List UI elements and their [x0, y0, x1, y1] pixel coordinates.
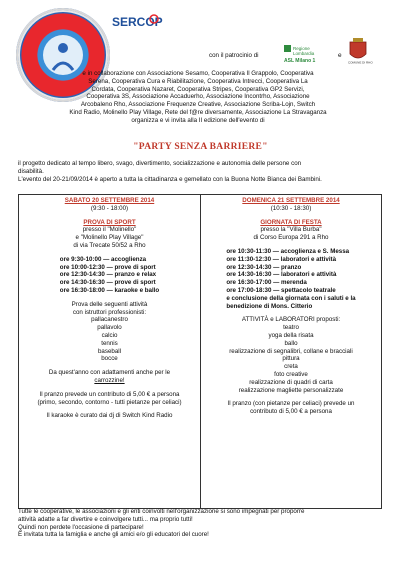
intro-line: Cooperativa 3S, Associazione Accaduerho, Associazione Incontrho, Associazione — [86, 93, 310, 101]
saturday-event-name: PROVA DI SPORT — [83, 218, 136, 226]
activity-item: ballo — [284, 339, 298, 347]
schedule-item: ore 14:30-16:30 — prove di sport — [59, 279, 156, 287]
activity-item: realizzazione magliette personalizzate — [238, 386, 344, 394]
intro-line: Serena, Cooperativa Cura e Riabilitazione, Cooperativa Intrecci, Cooperativa La — [88, 77, 308, 85]
sunday-schedule — [226, 248, 355, 310]
saturday-address: di via Trecate 50/52 a Rho — [73, 241, 146, 249]
saturday-hours: (9:30 - 18:00) — [90, 204, 129, 212]
intro-line: Cordata, Cooperativa Nazaret, Cooperativa Stripes, Cooperativa GP2 Servizi, — [91, 85, 305, 93]
activity-item: tennis — [101, 339, 118, 347]
sunday-column — [201, 195, 381, 508]
sunday-date: DOMENICA 21 SETTEMBRE 2014 — [242, 197, 340, 204]
sunday-event-name: GIORNATA DI FESTA — [260, 218, 322, 226]
comune-rho-crest — [348, 38, 373, 65]
schedule-item: ore 11:30-12:30 — laboratori e attività — [226, 255, 337, 263]
footer-text — [18, 508, 386, 539]
activity-item: teatro — [283, 324, 299, 332]
and-label: e — [338, 52, 342, 59]
patrocinio-label: con il patrocinio di — [209, 52, 259, 59]
sunday-address: di Corso Europa 291 a Rho — [253, 234, 329, 242]
sercop-logo-text: SERCOP — [112, 15, 163, 29]
schedule-item: benedizione di Mons. Citterio — [226, 302, 313, 310]
schedule-item: ore 16:30-17:00 — merenda — [226, 279, 307, 287]
lunch-note: contributo di 5,00 € a persona — [250, 408, 332, 416]
wheelchair-note: carrozzine! — [94, 376, 125, 384]
description-line: L'evento del 20-21/09/2014 è aperto a tutta la cittadinanza e gemellato con la Buona Notte Bianca dei Bambini. — [18, 175, 322, 183]
activity-item: pallacanestro — [91, 316, 128, 324]
footer-line: Tutte le cooperative, le associazioni e gli enti coinvolti nell'organizzazione si sono impegnati per proporre — [18, 508, 305, 515]
activity-item: pittura — [282, 355, 300, 363]
description-line: il progetto dedicato al tempo libero, svago, divertimento, socializzazione e autonomia delle persone con — [18, 160, 302, 167]
footer-line: Quindi non perdete l'occasione di partecipare! — [18, 523, 144, 531]
regione-asl-logo — [284, 43, 324, 63]
lunch-note: (primo, secondo, contorno - tutti pietanze per celiaci) — [37, 398, 182, 406]
sunday-place: presso la "Villa Burba" — [260, 226, 322, 234]
schedule-item: ore 12:30-14:30 — pranzo e relax — [59, 271, 157, 279]
schedule-item: e conclusione della giornata con i saluti e la — [226, 294, 356, 302]
saturday-column — [19, 195, 201, 508]
activity-item: foto creative — [274, 370, 308, 378]
saturday-place: presso il "Molinello" — [82, 226, 137, 234]
schedule-item: ore 9:30-10:00 — accoglienza — [59, 255, 147, 263]
schedule-item: ore 10:30-11:30 — accoglienza e S. Messa — [226, 247, 350, 255]
activity-item: pallavolo — [97, 324, 122, 332]
sunday-hours: (10:30 - 18:30) — [270, 204, 312, 212]
svg-text:COMUNE DI RHO: COMUNE DI RHO — [348, 60, 373, 65]
saturday-place: e "Molinello Play Village" — [75, 234, 144, 242]
activity-item: realizzazione di quadri di carta — [249, 378, 333, 386]
activities-intro: con istruttori professionisti: — [72, 308, 147, 316]
activity-item: baseball — [97, 347, 122, 355]
programme-box — [18, 194, 382, 509]
schedule-item: ore 10:00-12:30 — prove di sport — [59, 263, 156, 271]
intro-line: Arcobaleno Rho, Associazione Frequenze Creative, Associazione Scriba-Lojn, Switch — [80, 101, 316, 109]
activity-item: calcio — [101, 331, 118, 339]
schedule-item: ore 16:30-18:00 — karaoke e ballo — [59, 286, 160, 294]
activities-intro: Prova delle seguenti attività — [71, 300, 148, 308]
description-line: disabilità. — [18, 167, 44, 175]
saturday-date: SABATO 20 SETTEMBRE 2014 — [64, 197, 155, 204]
footer-line: È invitata tutta la famiglia e anche gli amici e/o gli educatori del cuore! — [18, 531, 209, 539]
intro-line: organizza e vi invita alla II edizione dell'evento di — [131, 116, 265, 124]
activity-item: realizzazione di segnalibri, collane e bracciali — [229, 347, 353, 355]
schedule-item: ore 17:00-18:30 — spettacolo teatrale — [226, 286, 336, 294]
activities-intro: ATTIVITÀ e LABORATORI proposti: — [241, 316, 341, 324]
svg-text:Lombardia: Lombardia — [293, 51, 315, 56]
schedule-item: ore 14:30-16:30 — laboratori e attività — [226, 271, 337, 279]
svg-text:Regione: Regione — [293, 46, 310, 51]
intro-text — [18, 70, 378, 125]
sercop-logo — [112, 10, 164, 34]
lunch-note: Il pranzo (con pietanze per celiaci) prevede un — [227, 400, 355, 408]
activity-item: creta — [284, 363, 298, 371]
intro-line: Kind Radio, Molinello Play Village, Rete del f@re diversamente, Associazione La Stravaganza — [69, 108, 327, 116]
activity-item: bocce — [101, 355, 118, 363]
lunch-note: Il pranzo prevede un contributo di 5,00 € a persona — [39, 390, 180, 398]
schedule-item: ore 12:30-14:30 — pranzo — [226, 263, 302, 271]
intro-line: e in collaborazione con Associazione Sesamo, Cooperativa Il Grappolo, Cooperativa — [82, 70, 314, 77]
activity-item: yoga della risata — [268, 331, 314, 339]
svg-text:ASL Milano 1: ASL Milano 1 — [284, 58, 316, 64]
event-description — [18, 160, 388, 183]
wheelchair-note: Da quest'anno con adattamenti anche per le — [48, 369, 171, 377]
footer-line: attività adatte a far divertire e coinvolgere tutti... ma proprio tutti! — [18, 515, 193, 523]
event-title: "PARTY SENZA BARRIERE" — [133, 142, 268, 152]
karaoke-note: Il karaoke è curato dai dj di Switch Kind Radio — [46, 412, 173, 420]
saturday-schedule — [60, 256, 159, 295]
